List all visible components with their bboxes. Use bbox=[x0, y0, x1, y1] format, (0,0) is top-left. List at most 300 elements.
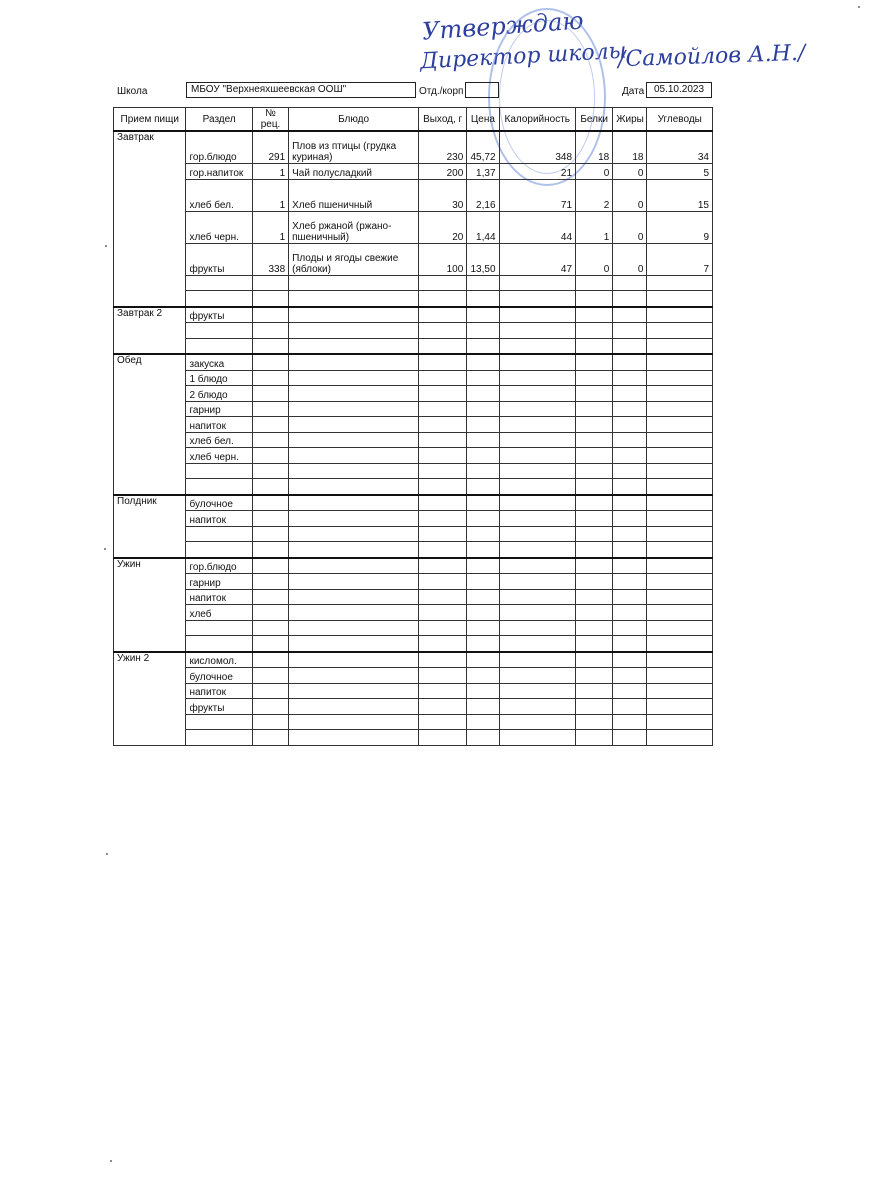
meal-name: Обед bbox=[114, 354, 186, 495]
table-row bbox=[114, 179, 713, 211]
column-header: Жиры bbox=[613, 108, 647, 132]
cell-yield bbox=[419, 307, 467, 323]
cell-price bbox=[467, 432, 499, 448]
cell-dish bbox=[289, 699, 419, 715]
cell-section: гор.блюдо bbox=[186, 558, 252, 574]
cell-yield bbox=[419, 354, 467, 370]
cell-recipe bbox=[252, 401, 288, 417]
cell-yield bbox=[419, 479, 467, 495]
cell-carbs bbox=[647, 323, 713, 339]
cell-yield bbox=[419, 636, 467, 652]
cell-price bbox=[467, 574, 499, 590]
cell-protein bbox=[576, 574, 613, 590]
cell-carbs bbox=[647, 401, 713, 417]
cell-recipe bbox=[252, 668, 288, 684]
column-header: Раздел bbox=[186, 108, 252, 132]
cell-protein bbox=[576, 432, 613, 448]
column-header: Выход, г bbox=[419, 108, 467, 132]
cell-carbs bbox=[647, 432, 713, 448]
cell-section: фрукты bbox=[186, 307, 252, 323]
cell-carbs bbox=[647, 511, 713, 527]
cell-kcal bbox=[499, 511, 576, 527]
cell-kcal bbox=[499, 605, 576, 621]
cell-price bbox=[467, 448, 499, 464]
column-header: Белки bbox=[576, 108, 613, 132]
cell-price bbox=[467, 526, 499, 542]
cell-kcal bbox=[499, 730, 576, 746]
table-row bbox=[114, 574, 713, 590]
cell-kcal bbox=[499, 589, 576, 605]
table-row bbox=[114, 683, 713, 699]
cell-price bbox=[467, 291, 499, 307]
table-row bbox=[114, 386, 713, 402]
cell-dish bbox=[289, 526, 419, 542]
cell-recipe bbox=[252, 479, 288, 495]
cell-kcal bbox=[499, 479, 576, 495]
cell-fat bbox=[613, 730, 647, 746]
cell-fat bbox=[613, 448, 647, 464]
cell-section: напиток bbox=[186, 511, 252, 527]
cell-protein bbox=[576, 511, 613, 527]
cell-carbs bbox=[647, 683, 713, 699]
cell-carbs bbox=[647, 479, 713, 495]
cell-price bbox=[467, 668, 499, 684]
cell-kcal: 21 bbox=[499, 164, 576, 180]
table-row bbox=[114, 605, 713, 621]
cell-price bbox=[467, 463, 499, 479]
cell-carbs: 15 bbox=[647, 179, 713, 211]
cell-yield: 100 bbox=[419, 243, 467, 275]
cell-recipe bbox=[252, 636, 288, 652]
cell-kcal bbox=[499, 714, 576, 730]
cell-dish bbox=[289, 307, 419, 323]
cell-dish bbox=[289, 714, 419, 730]
cell-dish bbox=[289, 730, 419, 746]
table-row bbox=[114, 211, 713, 243]
cell-recipe bbox=[252, 463, 288, 479]
cell-price bbox=[467, 370, 499, 386]
cell-price: 2,16 bbox=[467, 179, 499, 211]
cell-yield bbox=[419, 448, 467, 464]
cell-recipe bbox=[252, 291, 288, 307]
cell-section bbox=[186, 542, 252, 558]
cell-kcal bbox=[499, 432, 576, 448]
cell-kcal bbox=[499, 636, 576, 652]
cell-kcal bbox=[499, 448, 576, 464]
cell-dish bbox=[289, 479, 419, 495]
table-header-row bbox=[114, 108, 713, 132]
cell-yield bbox=[419, 652, 467, 668]
cell-protein: 1 bbox=[576, 211, 613, 243]
cell-price bbox=[467, 479, 499, 495]
table-row bbox=[114, 526, 713, 542]
cell-protein bbox=[576, 558, 613, 574]
cell-section: хлеб бел. bbox=[186, 179, 252, 211]
cell-carbs bbox=[647, 652, 713, 668]
cell-carbs: 34 bbox=[647, 131, 713, 164]
cell-section: хлеб черн. bbox=[186, 211, 252, 243]
table-row bbox=[114, 636, 713, 652]
cell-protein bbox=[576, 463, 613, 479]
cell-carbs: 7 bbox=[647, 243, 713, 275]
cell-dish bbox=[289, 275, 419, 291]
cell-carbs bbox=[647, 526, 713, 542]
cell-yield: 230 bbox=[419, 131, 467, 164]
cell-carbs bbox=[647, 354, 713, 370]
table-row bbox=[114, 417, 713, 433]
cell-kcal bbox=[499, 386, 576, 402]
cell-protein bbox=[576, 526, 613, 542]
table-row bbox=[114, 275, 713, 291]
cell-price bbox=[467, 386, 499, 402]
cell-yield: 20 bbox=[419, 211, 467, 243]
table-row bbox=[114, 558, 713, 574]
cell-fat bbox=[613, 636, 647, 652]
cell-price bbox=[467, 542, 499, 558]
cell-section: гарнир bbox=[186, 574, 252, 590]
cell-price bbox=[467, 323, 499, 339]
cell-recipe bbox=[252, 386, 288, 402]
cell-fat bbox=[613, 386, 647, 402]
cell-kcal bbox=[499, 558, 576, 574]
approval-line-1: Утверждаю bbox=[421, 6, 585, 46]
cell-yield bbox=[419, 714, 467, 730]
cell-dish bbox=[289, 432, 419, 448]
table-row bbox=[114, 243, 713, 275]
cell-dish: Хлеб пшеничный bbox=[289, 179, 419, 211]
scan-speck bbox=[106, 853, 108, 855]
table-row bbox=[114, 652, 713, 668]
cell-recipe bbox=[252, 714, 288, 730]
cell-kcal bbox=[499, 683, 576, 699]
table-row bbox=[114, 338, 713, 354]
cell-section: закуска bbox=[186, 354, 252, 370]
cell-yield bbox=[419, 275, 467, 291]
cell-dish bbox=[289, 652, 419, 668]
meal-name: Ужин 2 bbox=[114, 652, 186, 746]
cell-yield bbox=[419, 526, 467, 542]
cell-fat bbox=[613, 511, 647, 527]
scan-speck bbox=[104, 548, 106, 550]
cell-dish bbox=[289, 620, 419, 636]
cell-carbs: 9 bbox=[647, 211, 713, 243]
cell-kcal: 348 bbox=[499, 131, 576, 164]
cell-kcal: 47 bbox=[499, 243, 576, 275]
cell-protein bbox=[576, 699, 613, 715]
cell-fat bbox=[613, 338, 647, 354]
cell-protein: 18 bbox=[576, 131, 613, 164]
cell-price: 13,50 bbox=[467, 243, 499, 275]
cell-price bbox=[467, 730, 499, 746]
cell-section bbox=[186, 526, 252, 542]
cell-protein bbox=[576, 323, 613, 339]
cell-section bbox=[186, 479, 252, 495]
cell-fat bbox=[613, 668, 647, 684]
cell-protein: 0 bbox=[576, 243, 613, 275]
cell-kcal bbox=[499, 526, 576, 542]
cell-recipe bbox=[252, 307, 288, 323]
cell-carbs bbox=[647, 448, 713, 464]
cell-section: булочное bbox=[186, 495, 252, 511]
scan-speck bbox=[858, 6, 860, 8]
cell-protein bbox=[576, 620, 613, 636]
cell-carbs bbox=[647, 417, 713, 433]
cell-price bbox=[467, 699, 499, 715]
cell-dish bbox=[289, 495, 419, 511]
cell-yield bbox=[419, 730, 467, 746]
cell-yield: 30 bbox=[419, 179, 467, 211]
cell-price bbox=[467, 401, 499, 417]
cell-yield bbox=[419, 401, 467, 417]
cell-dish bbox=[289, 589, 419, 605]
cell-price: 1,37 bbox=[467, 164, 499, 180]
cell-kcal bbox=[499, 699, 576, 715]
cell-recipe bbox=[252, 526, 288, 542]
cell-section bbox=[186, 636, 252, 652]
meal-name: Полдник bbox=[114, 495, 186, 558]
cell-dish: Хлеб ржаной (ржано-пшеничный) bbox=[289, 211, 419, 243]
cell-section bbox=[186, 291, 252, 307]
meal-name: Ужин bbox=[114, 558, 186, 652]
cell-dish bbox=[289, 683, 419, 699]
cell-price bbox=[467, 338, 499, 354]
cell-fat bbox=[613, 370, 647, 386]
cell-kcal bbox=[499, 620, 576, 636]
column-header: Блюдо bbox=[289, 108, 419, 132]
cell-protein bbox=[576, 730, 613, 746]
cell-yield bbox=[419, 574, 467, 590]
cell-protein bbox=[576, 338, 613, 354]
table-row bbox=[114, 291, 713, 307]
cell-dish bbox=[289, 558, 419, 574]
cell-section: напиток bbox=[186, 589, 252, 605]
cell-price bbox=[467, 652, 499, 668]
table-row bbox=[114, 354, 713, 370]
cell-protein bbox=[576, 448, 613, 464]
cell-recipe bbox=[252, 683, 288, 699]
cell-price bbox=[467, 589, 499, 605]
cell-recipe bbox=[252, 574, 288, 590]
cell-yield bbox=[419, 683, 467, 699]
cell-kcal bbox=[499, 574, 576, 590]
column-header: № рец. bbox=[252, 108, 288, 132]
cell-carbs bbox=[647, 463, 713, 479]
cell-protein: 2 bbox=[576, 179, 613, 211]
cell-recipe bbox=[252, 699, 288, 715]
scan-speck bbox=[105, 245, 107, 247]
cell-yield bbox=[419, 511, 467, 527]
cell-section bbox=[186, 323, 252, 339]
school-name-field: МБОУ "Верхнеяхшеевская ООШ" bbox=[186, 82, 416, 98]
cell-carbs bbox=[647, 605, 713, 621]
cell-fat bbox=[613, 291, 647, 307]
cell-recipe bbox=[252, 605, 288, 621]
cell-carbs bbox=[647, 307, 713, 323]
cell-recipe bbox=[252, 432, 288, 448]
cell-section: 2 блюдо bbox=[186, 386, 252, 402]
cell-carbs bbox=[647, 589, 713, 605]
cell-recipe bbox=[252, 417, 288, 433]
cell-fat bbox=[613, 526, 647, 542]
cell-yield bbox=[419, 386, 467, 402]
cell-protein bbox=[576, 605, 613, 621]
cell-fat: 0 bbox=[613, 179, 647, 211]
cell-fat bbox=[613, 558, 647, 574]
cell-carbs bbox=[647, 730, 713, 746]
cell-section: 1 блюдо bbox=[186, 370, 252, 386]
cell-recipe bbox=[252, 495, 288, 511]
cell-carbs bbox=[647, 542, 713, 558]
cell-protein bbox=[576, 636, 613, 652]
cell-price bbox=[467, 636, 499, 652]
table-row bbox=[114, 463, 713, 479]
cell-kcal bbox=[499, 291, 576, 307]
cell-protein bbox=[576, 354, 613, 370]
cell-yield bbox=[419, 338, 467, 354]
table-row bbox=[114, 668, 713, 684]
table-row bbox=[114, 479, 713, 495]
table-row bbox=[114, 401, 713, 417]
cell-yield bbox=[419, 291, 467, 307]
table-row bbox=[114, 323, 713, 339]
cell-recipe: 1 bbox=[252, 211, 288, 243]
cell-protein bbox=[576, 683, 613, 699]
cell-fat bbox=[613, 401, 647, 417]
cell-kcal bbox=[499, 307, 576, 323]
cell-recipe: 1 bbox=[252, 179, 288, 211]
cell-fat bbox=[613, 714, 647, 730]
cell-recipe: 291 bbox=[252, 131, 288, 164]
cell-fat bbox=[613, 463, 647, 479]
cell-fat bbox=[613, 699, 647, 715]
cell-protein bbox=[576, 417, 613, 433]
cell-kcal bbox=[499, 275, 576, 291]
date-label: Дата bbox=[622, 86, 645, 97]
cell-price bbox=[467, 558, 499, 574]
cell-fat bbox=[613, 432, 647, 448]
cell-yield bbox=[419, 417, 467, 433]
cell-fat bbox=[613, 354, 647, 370]
cell-carbs: 5 bbox=[647, 164, 713, 180]
cell-dish: Плоды и ягоды свежие (яблоки) bbox=[289, 243, 419, 275]
cell-carbs bbox=[647, 338, 713, 354]
cell-recipe bbox=[252, 275, 288, 291]
cell-carbs bbox=[647, 386, 713, 402]
cell-yield bbox=[419, 699, 467, 715]
cell-kcal bbox=[499, 652, 576, 668]
cell-yield bbox=[419, 542, 467, 558]
table-row bbox=[114, 620, 713, 636]
cell-yield bbox=[419, 323, 467, 339]
cell-kcal bbox=[499, 417, 576, 433]
cell-protein bbox=[576, 542, 613, 558]
cell-fat bbox=[613, 307, 647, 323]
cell-dish bbox=[289, 401, 419, 417]
cell-dish bbox=[289, 370, 419, 386]
cell-recipe bbox=[252, 620, 288, 636]
cell-dish bbox=[289, 542, 419, 558]
table-row bbox=[114, 542, 713, 558]
cell-yield bbox=[419, 620, 467, 636]
cell-section: булочное bbox=[186, 668, 252, 684]
cell-carbs bbox=[647, 620, 713, 636]
table-row bbox=[114, 511, 713, 527]
table-row bbox=[114, 370, 713, 386]
cell-dish: Плов из птицы (грудка куриная) bbox=[289, 131, 419, 164]
cell-section: гор.блюдо bbox=[186, 131, 252, 164]
cell-protein: 0 bbox=[576, 164, 613, 180]
cell-section bbox=[186, 714, 252, 730]
cell-dish bbox=[289, 323, 419, 339]
cell-section: хлеб бел. bbox=[186, 432, 252, 448]
cell-yield bbox=[419, 463, 467, 479]
column-header: Цена bbox=[467, 108, 499, 132]
cell-section bbox=[186, 338, 252, 354]
cell-yield bbox=[419, 370, 467, 386]
cell-price bbox=[467, 511, 499, 527]
cell-kcal bbox=[499, 354, 576, 370]
cell-carbs bbox=[647, 636, 713, 652]
cell-section bbox=[186, 620, 252, 636]
cell-protein bbox=[576, 275, 613, 291]
cell-recipe: 338 bbox=[252, 243, 288, 275]
cell-recipe bbox=[252, 338, 288, 354]
cell-recipe bbox=[252, 730, 288, 746]
cell-kcal bbox=[499, 495, 576, 511]
cell-price: 1,44 bbox=[467, 211, 499, 243]
cell-yield bbox=[419, 495, 467, 511]
cell-yield bbox=[419, 589, 467, 605]
cell-protein bbox=[576, 401, 613, 417]
cell-carbs bbox=[647, 291, 713, 307]
cell-protein bbox=[576, 291, 613, 307]
cell-price bbox=[467, 605, 499, 621]
cell-yield: 200 bbox=[419, 164, 467, 180]
cell-kcal bbox=[499, 668, 576, 684]
table-row bbox=[114, 714, 713, 730]
cell-section: хлеб bbox=[186, 605, 252, 621]
cell-yield bbox=[419, 605, 467, 621]
cell-fat bbox=[613, 605, 647, 621]
table-row bbox=[114, 448, 713, 464]
cell-carbs bbox=[647, 668, 713, 684]
column-header: Прием пищи bbox=[114, 108, 186, 132]
cell-kcal bbox=[499, 338, 576, 354]
dept-label: Отд./корп bbox=[419, 86, 464, 97]
column-header: Углеводы bbox=[647, 108, 713, 132]
cell-carbs bbox=[647, 574, 713, 590]
table-row bbox=[114, 432, 713, 448]
cell-dish bbox=[289, 417, 419, 433]
cell-fat bbox=[613, 495, 647, 511]
cell-dish bbox=[289, 511, 419, 527]
cell-price bbox=[467, 307, 499, 323]
cell-dish bbox=[289, 338, 419, 354]
cell-kcal bbox=[499, 542, 576, 558]
cell-protein bbox=[576, 495, 613, 511]
column-header: Калорийность bbox=[499, 108, 576, 132]
cell-kcal bbox=[499, 401, 576, 417]
cell-fat bbox=[613, 479, 647, 495]
table-row bbox=[114, 589, 713, 605]
table-row bbox=[114, 699, 713, 715]
cell-section: гарнир bbox=[186, 401, 252, 417]
cell-fat bbox=[613, 683, 647, 699]
cell-fat: 0 bbox=[613, 211, 647, 243]
cell-protein bbox=[576, 652, 613, 668]
cell-yield bbox=[419, 668, 467, 684]
cell-price bbox=[467, 683, 499, 699]
